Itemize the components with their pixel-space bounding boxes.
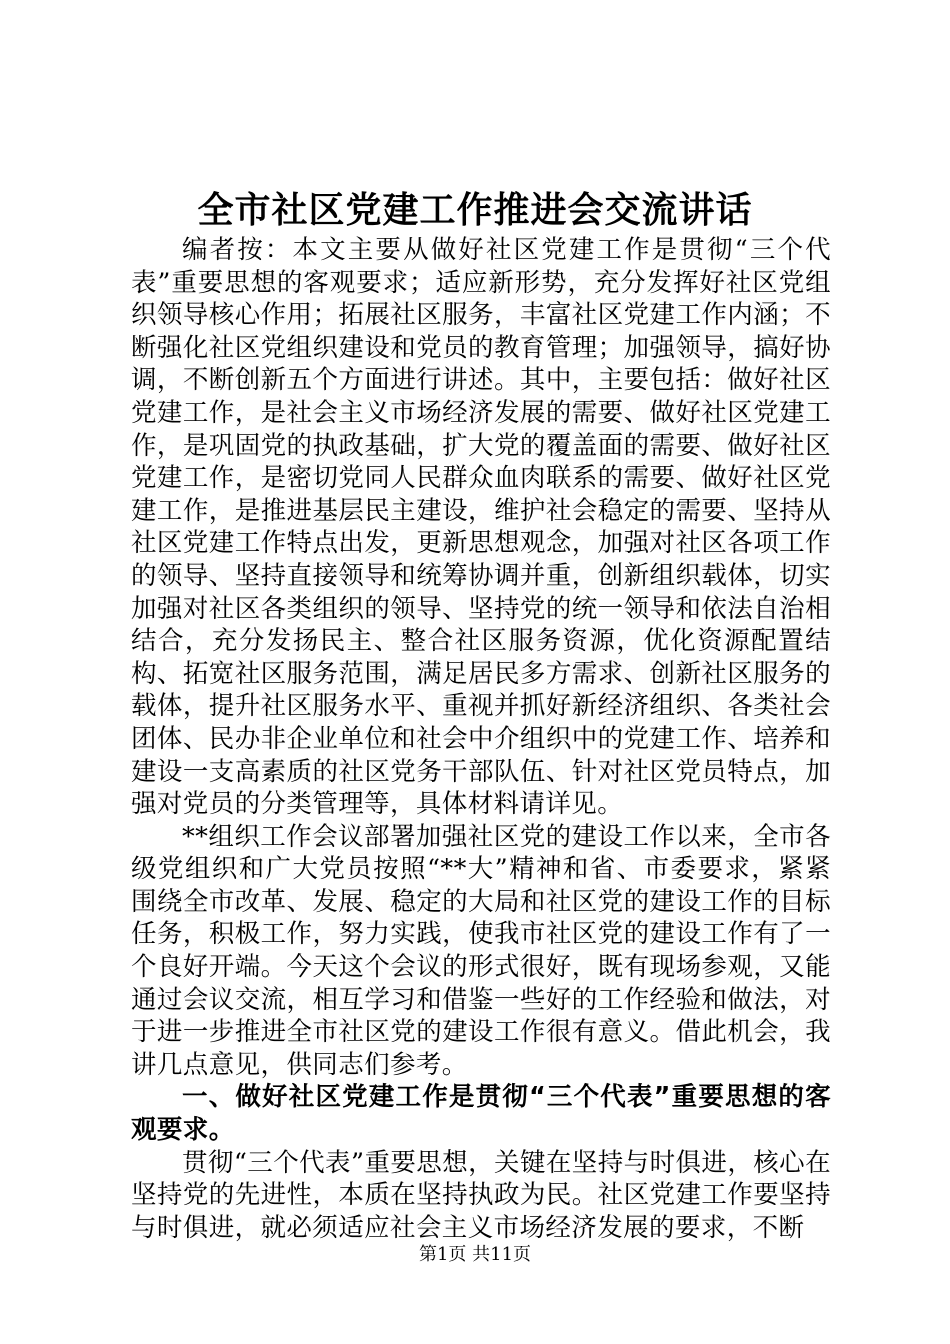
section-heading: 一、做好社区党建工作是贯彻“三个代表”重要思想的客观要求。 [131, 1082, 831, 1146]
page-footer: 第1页 共11页 [418, 1244, 532, 1265]
section-paragraph: 贯彻“三个代表”重要思想，关键在坚持与时俱进，核心在坚持党的先进性，本质在坚持执政为民。社区党建工作要坚持与时俱进，就必须适应社会主义市场经济发展的要求，不断 [131, 1147, 831, 1243]
document-body [131, 234, 831, 1244]
intro-paragraph: **组织工作会议部署加强社区党的建设工作以来，全市各级党组织和广大党员按照“**大”精神和省、市委要求，紧紧围绕全市改革、发展、稳定的大局和社区党的建设工作的目标任务，积极工作，努力实践，使我市社区党的建设工作有了一个良好开端。今天这个会议的形式很好，既有现场参观，又能通过会议交流，相互学习和借鉴一些好的工作经验和做法，对于进一步推进全市社区党的建设工作很有意义。借此机会，我讲几点意见，供同志们参考。 [131, 821, 831, 1080]
editor-note-paragraph: 编者按：本文主要从做好社区党建工作是贯彻“三个代表”重要思想的客观要求；适应新形势，充分发挥好社区党组织领导核心作用；拓展社区服务，丰富社区党建工作内涵；不断强化社区党组织建设和党员的教育管理；加强领导，搞好协调，不断创新五个方面进行讲述。其中，主要包括：做好社区党建工作，是社会主义市场经济发展的需要、做好社区党建工作，是巩固党的执政基础，扩大党的覆盖面的需要、做好社区党建工作，是密切党同人民群众血肉联系的需要、做好社区党建工作，是推进基层民主建设，维护社会稳定的需要、坚持从社区党建工作特点出发，更新思想观念，加强对社区各项工作的领导、坚持直接领导和统筹协调并重，创新组织载体，切实加强对社区各类组织的领导、坚持党的统一领导和依法自治相结合，充分发扬民主、整合社区服务资源，优化资源配置结构、拓宽社区服务范围，满足居民多方需求、创新社区服务的载体，提升社区服务水平、重视并抓好新经济组织、各类社会团体、民办非企业单位和社会中介组织中的党建工作、培养和建设一支高素质的社区党务干部队伍、针对社区党员特点，加强对党员的分类管理等，具体材料请详见。 [131, 235, 831, 820]
document-title: 全市社区党建工作推进会交流讲话 [197, 189, 753, 231]
